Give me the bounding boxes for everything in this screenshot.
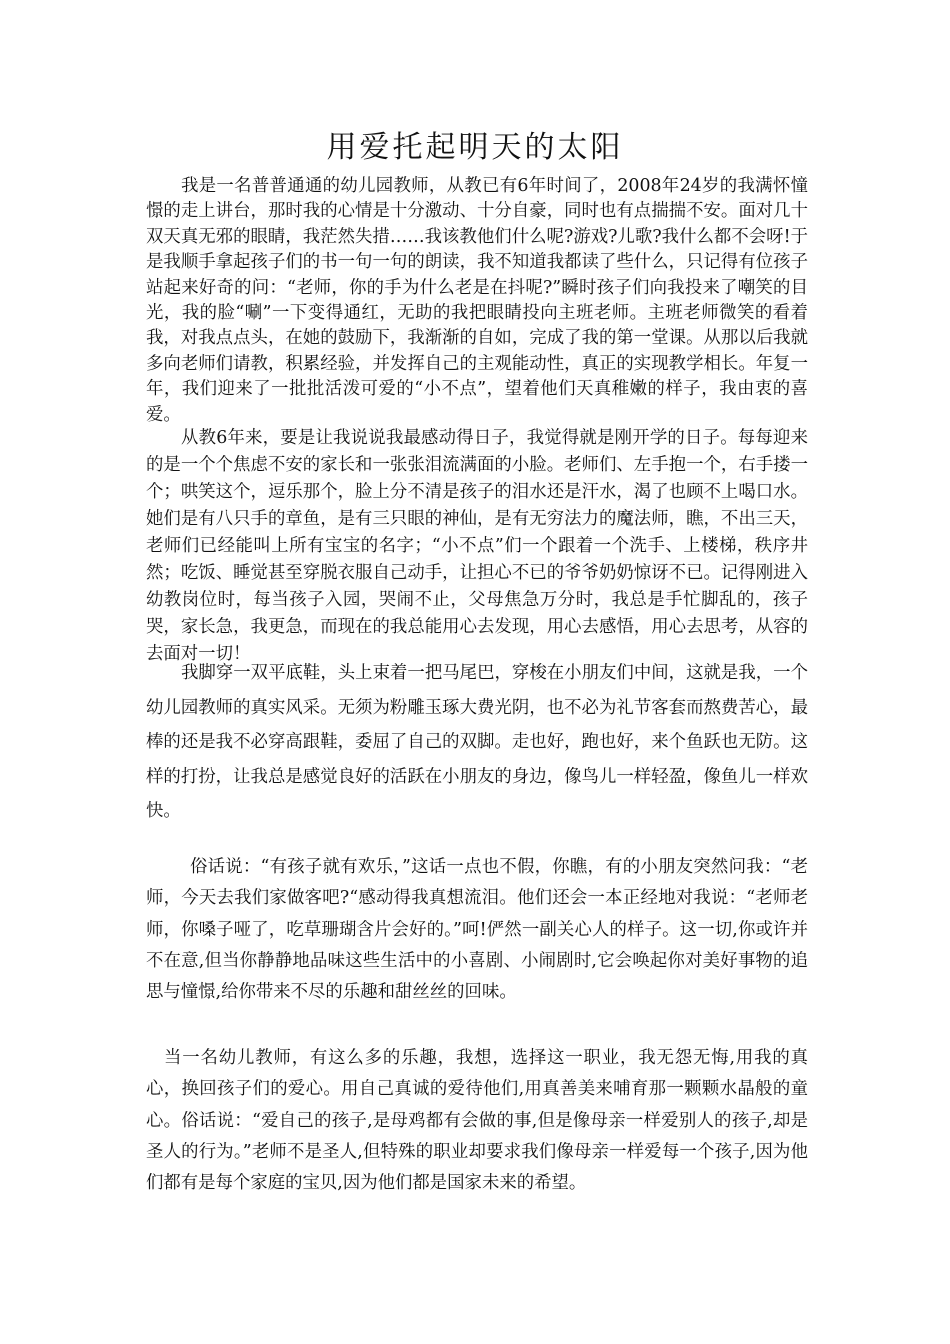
paragraph-joy: 俗话说：“有孩子就有欢乐，”这话一点也不假，你瞧，有的小朋友突然问我：“老师，今天去我们家做客吧?“感动得我真想流泪。他们还会一本正经地对我说：“老师老师，你嗓子哑了，吃草珊瑚含片会好的。”呵!俨然一副关心人的样子。这一切,你或许并不在意,但当你静静地品味这些生活中的小喜剧、小闹剧时,它会唤起你对美好事物的追思与憧憬,给你带来不尽的乐趣和甜丝丝的回味。 — [146, 857, 808, 1003]
paragraph-conclusion: 当一名幼儿教师，有这么多的乐趣，我想，选择这一职业，我无怨无悔,用我的真心，换回孩子们的爱心。用自己真诚的爱待他们,用真善美来哺育那一颗颗水晶般的童心。俗话说：“爱自己的孩子,是母鸡都有会做的事,但是像母亲一样爱别人的孩子,却是圣人的行为。”老师不是圣人,但特殊的职业却要求我们像母亲一样爱每一个孩子,因为他们都有是每个家庭的宝贝,因为他们都是国家未来的希望。 — [146, 1048, 808, 1194]
document-title: 用爱托起明天的太阳 — [326, 130, 624, 165]
paragraph-appearance: 我脚穿一双平底鞋，头上束着一把马尾巴，穿梭在小朋友们中间，这就是我，一个幼儿园教师的真实风采。无须为粉雕玉琢大费光阴，也不必为礼节客套而熬费苦心，最棒的还是我不必穿高跟鞋，委屈了自己的双脚。走也好，跑也好，来个鱼跃也无防。这样的打扮，让我总是感觉良好的活跃在小朋友的身边，像鸟儿一样轻盈，像鱼儿一样欢快。 — [146, 663, 808, 821]
paragraph-first-class: 我是一名普普通通的幼儿园教师，从教已有6年时间了，2008年24岁的我满怀憧憬的走上讲台，那时我的心情是十分激动、十分自豪，同时也有点揣揣不安。面对几十双天真无邪的眼睛，我茫然失措……我该教他们什么呢?游戏?儿歌?我什么都不会呀!于是我顺手拿起孩子们的书一句一句的朗读，我不知道我都读了些什么，只记得有位孩子站起来好奇的问：“老师，你的手为什么老是在抖呢?”瞬时孩子们向我投来了嘲笑的目光，我的脸“唰”一下变得通红，无助的我把眼睛投向主班老师。主班老师微笑的看着我，对我点点头，在她的鼓励下，我渐渐的自如，完成了我的第一堂课。从那以后我就多向老师们请教，积累经验，并发挥自己的主观能动性，真正的实现教学相长。年复一年，我们迎来了一批批活泼可爱的“小不点”，望着他们天真稚嫩的样子，我由衷的喜爱。 — [146, 176, 808, 425]
paragraph-school-start: 从教6年来，要是让我说说我最感动得日子，我觉得就是刚开学的日子。每每迎来的是一个个焦虑不安的家长和一张张泪流满面的小脸。老师们、左手抱一个，右手搂一个；哄笑这个，逗乐那个，脸上分不清是孩子的泪水还是汗水，渴了也顾不上喝口水。她们是有八只手的章鱼，是有三只眼的神仙，是有无穷法力的魔法师，瞧，不出三天，老师们已经能叫上所有宝宝的名字；“小不点”们一个跟着一个洗手、上楼梯，秩序井然；吃饭、睡觉甚至穿脱衣服自己动手，让担心不已的爷爷奶奶惊讶不已。记得刚进入幼教岗位时，每当孩子入园，哭闹不止，父母焦急万分时，我总是手忙脚乱的，孩子哭，家长急，我更急，而现在的我总能用心去发现，用心去感悟，用心去思考，从容的去面对一切！ — [146, 428, 808, 664]
